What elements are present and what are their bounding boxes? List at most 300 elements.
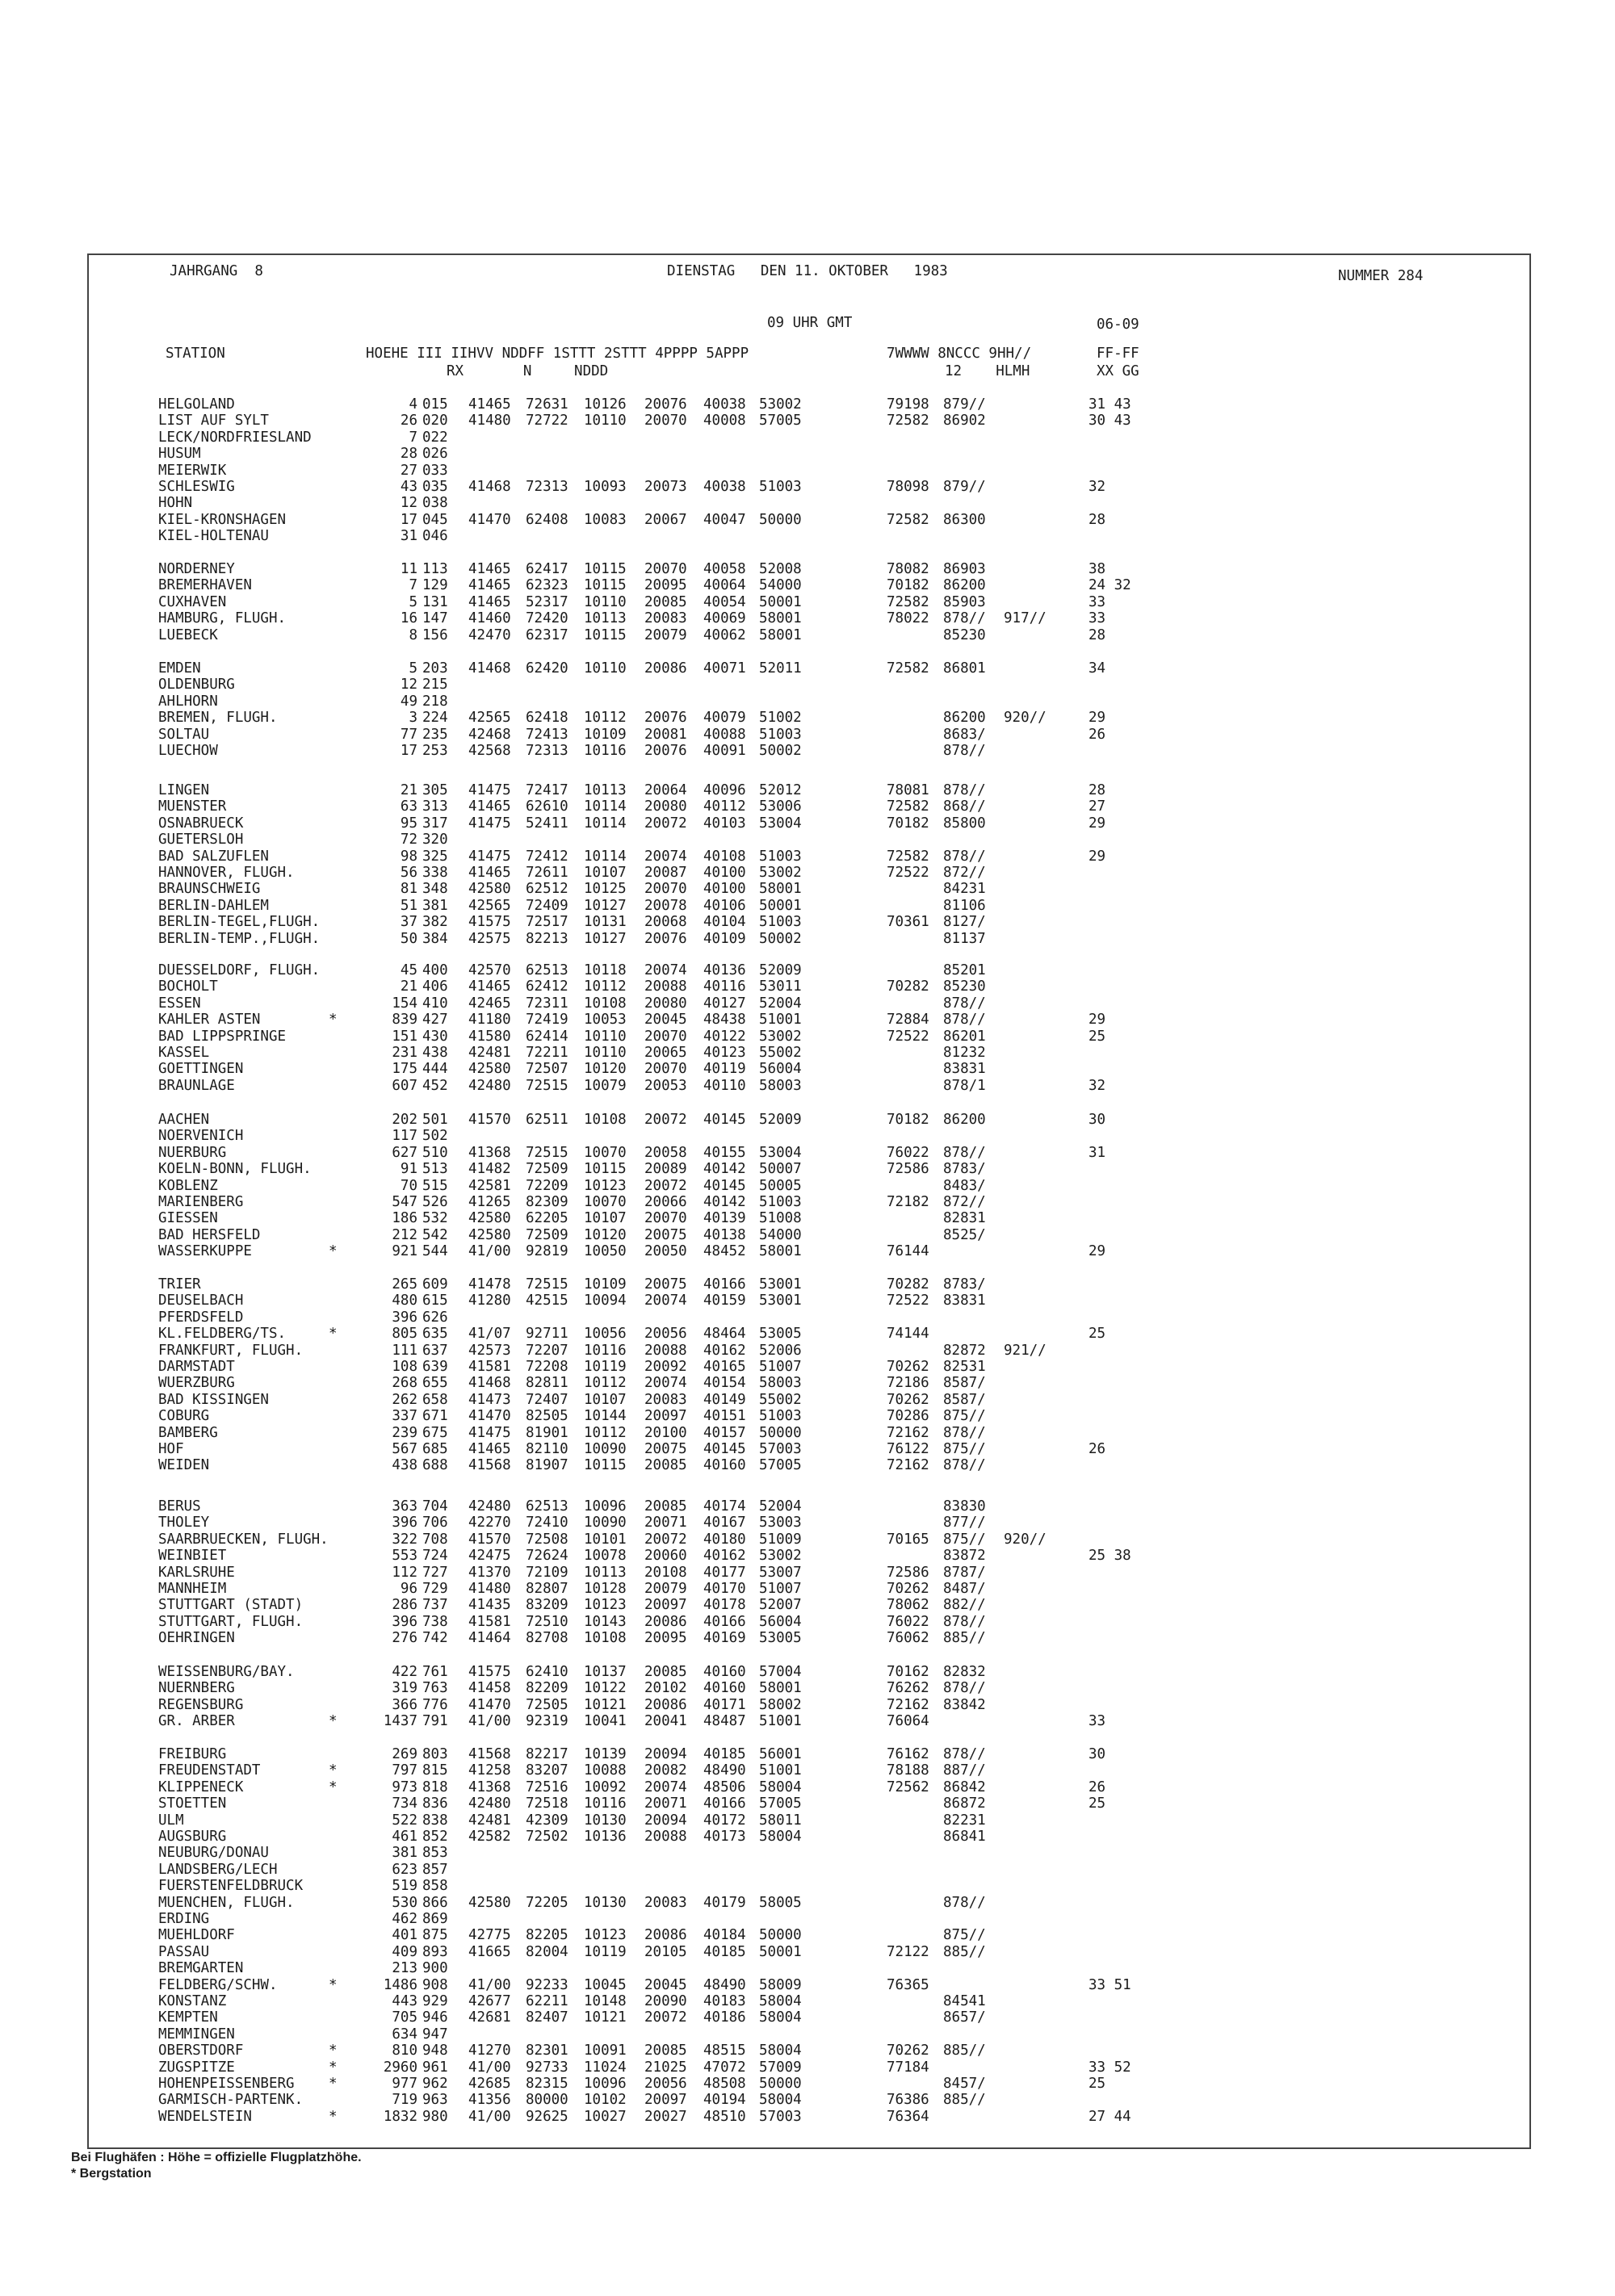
synop-group: 10131 <box>584 914 627 931</box>
station-height: 50 <box>400 930 417 947</box>
synop-group: 20072 <box>644 1531 687 1548</box>
synop-group: 10120 <box>584 1226 627 1243</box>
synop-group: 40157 <box>703 1424 746 1441</box>
synop-group: 92319 <box>526 1713 568 1730</box>
station-height: 95 <box>400 815 417 832</box>
synop-group: 8783/ <box>943 1276 986 1293</box>
synop-group: 882// <box>943 1597 986 1614</box>
mountain-station-mark: * <box>329 1713 338 1730</box>
synop-group: 48452 <box>703 1243 746 1260</box>
synop-group: 10148 <box>584 1993 627 2009</box>
station-name: BRAUNLAGE <box>158 1077 235 1094</box>
station-index: 776 <box>422 1696 448 1713</box>
synop-group: 58001 <box>759 881 802 898</box>
synop-group: 83207 <box>526 1762 568 1779</box>
synop-group: 40088 <box>703 726 746 743</box>
station-height: 11 <box>400 561 417 577</box>
station-name: BERUS <box>158 1498 201 1515</box>
synop-group: 76162 <box>887 1746 929 1762</box>
station-index: 253 <box>422 743 448 759</box>
synop-group: 40185 <box>703 1943 746 1960</box>
synop-group: 78081 <box>887 782 929 798</box>
synop-group: 41460 <box>468 610 511 627</box>
station-name: AACHEN <box>158 1112 210 1128</box>
synop-group: 8457/ <box>943 2076 986 2092</box>
station-index: 532 <box>422 1210 448 1227</box>
station-name: LINGEN <box>158 782 210 798</box>
synop-group: 42775 <box>468 1927 511 1944</box>
synop-group: 20060 <box>644 1548 687 1565</box>
synop-group: 72313 <box>526 743 568 759</box>
synop-group: 72586 <box>887 1161 929 1178</box>
synop-group: 62211 <box>526 1993 568 2009</box>
synop-group: 48506 <box>703 1779 746 1795</box>
synop-group: 10112 <box>584 978 627 995</box>
synop-group: 57005 <box>759 1795 802 1812</box>
synop-group: 10070 <box>584 1194 627 1210</box>
station-index: 737 <box>422 1597 448 1614</box>
station-height: 607 <box>392 1077 417 1094</box>
synop-group: 84231 <box>943 881 986 898</box>
station-row <box>87 1795 1258 1812</box>
wind-gust: 33 51 <box>1089 1976 1131 1993</box>
synop-group: 879// <box>943 396 986 413</box>
station-index: 706 <box>422 1515 448 1531</box>
synop-group: 877// <box>943 1515 986 1531</box>
synop-group: 20065 <box>644 1045 687 1061</box>
wind-gust: 25 <box>1089 1326 1106 1343</box>
station-index: 526 <box>422 1194 448 1210</box>
station-row <box>87 1944 1258 1960</box>
station-row <box>87 1112 1258 1128</box>
station-index: 427 <box>422 1012 448 1029</box>
station-height: 1486 <box>383 1976 417 1993</box>
synop-group: 76062 <box>887 1630 929 1647</box>
station-row <box>87 1029 1258 1045</box>
station-name: KOELN-BONN, FLUGH. <box>158 1161 312 1178</box>
synop-group: 82004 <box>526 1943 568 1960</box>
synop-group: 83842 <box>943 1696 986 1713</box>
synop-group: 53004 <box>759 1144 802 1161</box>
synop-group: 41480 <box>468 413 511 429</box>
synop-group: 72407 <box>526 1391 568 1408</box>
synop-group: 20045 <box>644 1012 687 1029</box>
synop-group: 82811 <box>526 1375 568 1392</box>
station-index: 406 <box>422 978 448 995</box>
station-index: 729 <box>422 1581 448 1597</box>
station-height: 567 <box>392 1441 417 1457</box>
synop-group: 86903 <box>943 561 986 577</box>
synop-group: 62512 <box>526 881 568 898</box>
station-row <box>87 1713 1258 1729</box>
synop-group: 10119 <box>584 1943 627 1960</box>
synop-group: 20108 <box>644 1564 687 1581</box>
synop-group: 62323 <box>526 577 568 594</box>
wind-gust: 33 <box>1089 1713 1106 1730</box>
synop-group: 10090 <box>584 1515 627 1531</box>
synop-group: 10113 <box>584 782 627 798</box>
synop-group: 10108 <box>584 1112 627 1128</box>
synop-group: 20070 <box>644 1028 687 1045</box>
synop-group: 40062 <box>703 626 746 643</box>
synop-group: 20074 <box>644 848 687 865</box>
synop-group: 53007 <box>759 1564 802 1581</box>
synop-group: 50002 <box>759 930 802 947</box>
synop-group: 52004 <box>759 1498 802 1515</box>
synop-group: 78022 <box>887 610 929 627</box>
synop-group: 42270 <box>468 1515 511 1531</box>
synop-group: 76144 <box>887 1243 929 1260</box>
synop-group: 62414 <box>526 1028 568 1045</box>
synop-group: 70262 <box>887 1359 929 1375</box>
station-name: MUEHLDORF <box>158 1927 235 1944</box>
synop-group: 20056 <box>644 2076 687 2092</box>
synop-group: 72586 <box>887 1564 929 1581</box>
synop-group: 56001 <box>759 1746 802 1762</box>
synop-group: 20085 <box>644 1498 687 1515</box>
synop-group: 10115 <box>584 577 627 594</box>
jahrgang: JAHRGANG 8 <box>170 263 263 279</box>
synop-group: 20094 <box>644 1746 687 1762</box>
station-row <box>87 561 1258 577</box>
station-name: EMDEN <box>158 660 201 677</box>
station-name: KONSTANZ <box>158 1993 227 2009</box>
synop-group: 70165 <box>887 1531 929 1548</box>
synop-group: 72582 <box>887 848 929 865</box>
wind-gust: 29 <box>1089 815 1106 832</box>
synop-group: 20095 <box>644 577 687 594</box>
station-name: DUESSELDORF, FLUGH. <box>158 962 321 978</box>
synop-group: 48515 <box>703 2043 746 2059</box>
station-name: PASSAU <box>158 1943 210 1960</box>
synop-group: 20079 <box>644 626 687 643</box>
synop-group: 57003 <box>759 1441 802 1457</box>
station-name: STOETTEN <box>158 1795 227 1812</box>
station-height: 627 <box>392 1144 417 1161</box>
synop-group: 40170 <box>703 1581 746 1597</box>
station-row <box>87 413 1258 429</box>
synop-group: 52007 <box>759 1597 802 1614</box>
synop-group: 85230 <box>943 978 986 995</box>
synop-group: 921// <box>1004 1342 1047 1359</box>
synop-group: 72611 <box>526 865 568 881</box>
synop-group: 48510 <box>703 2108 746 2125</box>
synop-group: 82309 <box>526 1194 568 1210</box>
synop-group: 72516 <box>526 1779 568 1795</box>
station-index: 655 <box>422 1375 448 1392</box>
synop-group: 41258 <box>468 1762 511 1779</box>
station-name: NOERVENICH <box>158 1128 244 1145</box>
synop-group: 58002 <box>759 1696 802 1713</box>
station-index: 035 <box>422 479 448 495</box>
station-height: 705 <box>392 2009 417 2026</box>
station-name: FREIBURG <box>158 1746 227 1762</box>
station-index: 704 <box>422 1498 448 1515</box>
station-height: 70 <box>400 1177 417 1194</box>
station-height: 734 <box>392 1795 417 1812</box>
synop-group: 10115 <box>584 1457 627 1474</box>
synop-group: 42681 <box>468 2009 511 2026</box>
station-name: BAD KISSINGEN <box>158 1391 269 1408</box>
synop-group: 21025 <box>644 2059 687 2076</box>
station-name: MANNHEIM <box>158 1581 227 1597</box>
synop-group: 51003 <box>759 1408 802 1425</box>
synop-group: 72409 <box>526 897 568 914</box>
synop-group: 10053 <box>584 1012 627 1029</box>
synop-group: 72884 <box>887 1012 929 1029</box>
synop-group: 55002 <box>759 1391 802 1408</box>
synop-group: 10045 <box>584 1976 627 1993</box>
synop-group: 53006 <box>759 798 802 815</box>
synop-group: 62412 <box>526 978 568 995</box>
station-row <box>87 782 1258 798</box>
synop-group: 70182 <box>887 1112 929 1128</box>
synop-group: 57009 <box>759 2059 802 2076</box>
synop-group: 72162 <box>887 1424 929 1441</box>
wind-gust: 26 <box>1089 1441 1106 1457</box>
station-name: OLDENBURG <box>158 677 235 693</box>
synop-group: 82708 <box>526 1630 568 1647</box>
station-row <box>87 627 1258 643</box>
station-name: NEUBURG/DONAU <box>158 1845 269 1862</box>
station-height: 98 <box>400 848 417 865</box>
synop-group: 8483/ <box>943 1177 986 1194</box>
synop-group: 56004 <box>759 1613 802 1630</box>
wind-gust: 26 <box>1089 726 1106 743</box>
station-row <box>87 1597 1258 1613</box>
station-index: 962 <box>422 2076 448 2092</box>
synop-group: 878// <box>943 1680 986 1697</box>
station-name: OEHRINGEN <box>158 1630 235 1647</box>
synop-group: 72186 <box>887 1375 929 1392</box>
synop-group: 58009 <box>759 1976 802 1993</box>
synop-group: 8525/ <box>943 1226 986 1243</box>
synop-group: 20076 <box>644 710 687 727</box>
synop-group: 72182 <box>887 1194 929 1210</box>
station-index: 961 <box>422 2059 448 2076</box>
station-height: 634 <box>392 2026 417 2043</box>
station-height: 111 <box>392 1342 417 1359</box>
station-index: 685 <box>422 1441 448 1457</box>
synop-group: 878/1 <box>943 1077 986 1094</box>
station-row <box>87 1895 1258 1911</box>
station-index: 639 <box>422 1359 448 1375</box>
synop-group: 41368 <box>468 1779 511 1795</box>
station-name: KL.FELDBERG/TS. <box>158 1326 287 1343</box>
synop-group: 70361 <box>887 914 929 931</box>
station-height: 623 <box>392 1861 417 1878</box>
synop-group: 40177 <box>703 1564 746 1581</box>
synop-group: 78062 <box>887 1597 929 1614</box>
synop-group: 40038 <box>703 396 746 413</box>
station-index: 609 <box>422 1276 448 1293</box>
wind-gust: 33 52 <box>1089 2059 1131 2076</box>
station-height: 17 <box>400 511 417 528</box>
station-index: 980 <box>422 2108 448 2125</box>
synop-group: 83830 <box>943 1498 986 1515</box>
wind-gust: 24 32 <box>1089 577 1131 594</box>
station-height: 973 <box>392 1779 417 1795</box>
synop-group: 42580 <box>468 1894 511 1911</box>
synop-group: 10136 <box>584 1829 627 1845</box>
synop-group: 10112 <box>584 1375 627 1392</box>
synop-group: 62513 <box>526 962 568 978</box>
station-row <box>87 1862 1258 1878</box>
synop-group: 878// <box>943 1144 986 1161</box>
synop-group: 20070 <box>644 561 687 577</box>
wind-gust: 29 <box>1089 1243 1106 1260</box>
station-index: 045 <box>422 511 448 528</box>
synop-group: 20074 <box>644 962 687 978</box>
synop-group: 50001 <box>759 1943 802 1960</box>
synop-group: 10116 <box>584 1795 627 1812</box>
station-name: OBERSTDORF <box>158 2043 244 2059</box>
synop-group: 920// <box>1004 710 1047 727</box>
synop-group: 55002 <box>759 1045 802 1061</box>
station-name: NORDERNEY <box>158 561 235 577</box>
synop-group: 42570 <box>468 962 511 978</box>
synop-group: 10107 <box>584 1391 627 1408</box>
synop-group: 62408 <box>526 511 568 528</box>
wind-gust: 33 <box>1089 610 1106 627</box>
synop-group: 62410 <box>526 1664 568 1680</box>
synop-group: 72205 <box>526 1894 568 1911</box>
station-index: 637 <box>422 1342 448 1359</box>
station-row <box>87 1977 1258 1993</box>
synop-group: 20086 <box>644 660 687 677</box>
station-height: 401 <box>392 1927 417 1944</box>
synop-group: 42568 <box>468 743 511 759</box>
synop-group: 8787/ <box>943 1564 986 1581</box>
station-name: PFERDSFELD <box>158 1309 244 1326</box>
synop-group: 20092 <box>644 1359 687 1375</box>
station-index: 452 <box>422 1077 448 1094</box>
station-name: ULM <box>158 1812 184 1829</box>
synop-group: 72522 <box>887 1293 929 1309</box>
station-height: 16 <box>400 610 417 627</box>
right-header-line2: 12 HLMH <box>945 363 1030 379</box>
station-row <box>87 1441 1258 1457</box>
station-row <box>87 1243 1258 1259</box>
wind-gust: 30 43 <box>1089 413 1131 429</box>
station-index: 020 <box>422 413 448 429</box>
synop-group: 85201 <box>943 962 986 978</box>
station-name: NUERNBERG <box>158 1680 235 1697</box>
synop-group: 10112 <box>584 1424 627 1441</box>
station-index: 727 <box>422 1564 448 1581</box>
station-row <box>87 1515 1258 1531</box>
synop-group: 20083 <box>644 1894 687 1911</box>
synop-group: 86200 <box>943 1112 986 1128</box>
synop-group: 41465 <box>468 593 511 610</box>
station-index: 763 <box>422 1680 448 1697</box>
synop-group: 20083 <box>644 1391 687 1408</box>
synop-group: 85800 <box>943 815 986 832</box>
station-height: 21 <box>400 978 417 995</box>
synop-group: 42565 <box>468 897 511 914</box>
wind-gust: 31 <box>1089 1144 1106 1161</box>
wind-gust: 30 <box>1089 1746 1106 1762</box>
synop-group: 10123 <box>584 1927 627 1944</box>
wind-gust: 27 44 <box>1089 2108 1131 2125</box>
synop-group: 50000 <box>759 511 802 528</box>
synop-group: 48438 <box>703 1012 746 1029</box>
synop-group: 86841 <box>943 1829 986 1845</box>
synop-group: 40167 <box>703 1515 746 1531</box>
station-row <box>87 798 1258 815</box>
synop-group: 72109 <box>526 1564 568 1581</box>
station-height: 921 <box>392 1243 417 1260</box>
synop-group: 72413 <box>526 726 568 743</box>
synop-group: 86902 <box>943 413 986 429</box>
synop-group: 72211 <box>526 1045 568 1061</box>
station-height: 108 <box>392 1359 417 1375</box>
station-row <box>87 1425 1258 1441</box>
synop-group: 875// <box>943 1441 986 1457</box>
station-height: 396 <box>392 1613 417 1630</box>
synop-group: 41570 <box>468 1112 511 1128</box>
station-height: 21 <box>400 782 417 798</box>
synop-group: 20074 <box>644 1293 687 1309</box>
station-index: 129 <box>422 577 448 594</box>
synop-group: 82505 <box>526 1408 568 1425</box>
synop-group: 80000 <box>526 2092 568 2109</box>
synop-group: 20075 <box>644 1226 687 1243</box>
station-index: 929 <box>422 1993 448 2009</box>
synop-group: 878// <box>943 1457 986 1474</box>
station-row <box>87 995 1258 1012</box>
station-row <box>87 660 1258 677</box>
station-name: FUERSTENFELDBRUCK <box>158 1878 304 1895</box>
station-index: 400 <box>422 962 448 978</box>
station-name: LIST AUF SYLT <box>158 413 269 429</box>
station-height: 422 <box>392 1664 417 1680</box>
synop-group: 57004 <box>759 1664 802 1680</box>
synop-group: 51003 <box>759 848 802 865</box>
station-index: 908 <box>422 1976 448 1993</box>
station-row <box>87 479 1258 495</box>
station-row <box>87 914 1258 930</box>
synop-group: 41470 <box>468 1696 511 1713</box>
station-row <box>87 610 1258 626</box>
station-height: 322 <box>392 1531 417 1548</box>
synop-group: 40155 <box>703 1144 746 1161</box>
synop-group: 62205 <box>526 1210 568 1227</box>
synop-group: 41/00 <box>468 2108 511 2125</box>
synop-group: 72631 <box>526 396 568 413</box>
synop-group: 40149 <box>703 1391 746 1408</box>
station-row <box>87 832 1258 848</box>
station-height: 2960 <box>383 2059 417 2076</box>
station-height: 797 <box>392 1762 417 1779</box>
synop-group: 20050 <box>644 1243 687 1260</box>
station-name: AHLHORN <box>158 693 218 710</box>
synop-group: 20071 <box>644 1795 687 1812</box>
station-row <box>87 1779 1258 1795</box>
synop-group: 70182 <box>887 815 929 832</box>
synop-group: 878// <box>943 1012 986 1029</box>
station-height: 12 <box>400 677 417 693</box>
wind-gust: 25 <box>1089 2076 1106 2092</box>
station-index: 947 <box>422 2026 448 2043</box>
station-name: MEMMINGEN <box>158 2026 235 2043</box>
synop-group: 70182 <box>887 577 929 594</box>
station-row <box>87 1680 1258 1696</box>
synop-group: 41575 <box>468 914 511 931</box>
synop-group: 40160 <box>703 1664 746 1680</box>
synop-group: 40079 <box>703 710 746 727</box>
station-name: BAD HERSFELD <box>158 1226 261 1243</box>
